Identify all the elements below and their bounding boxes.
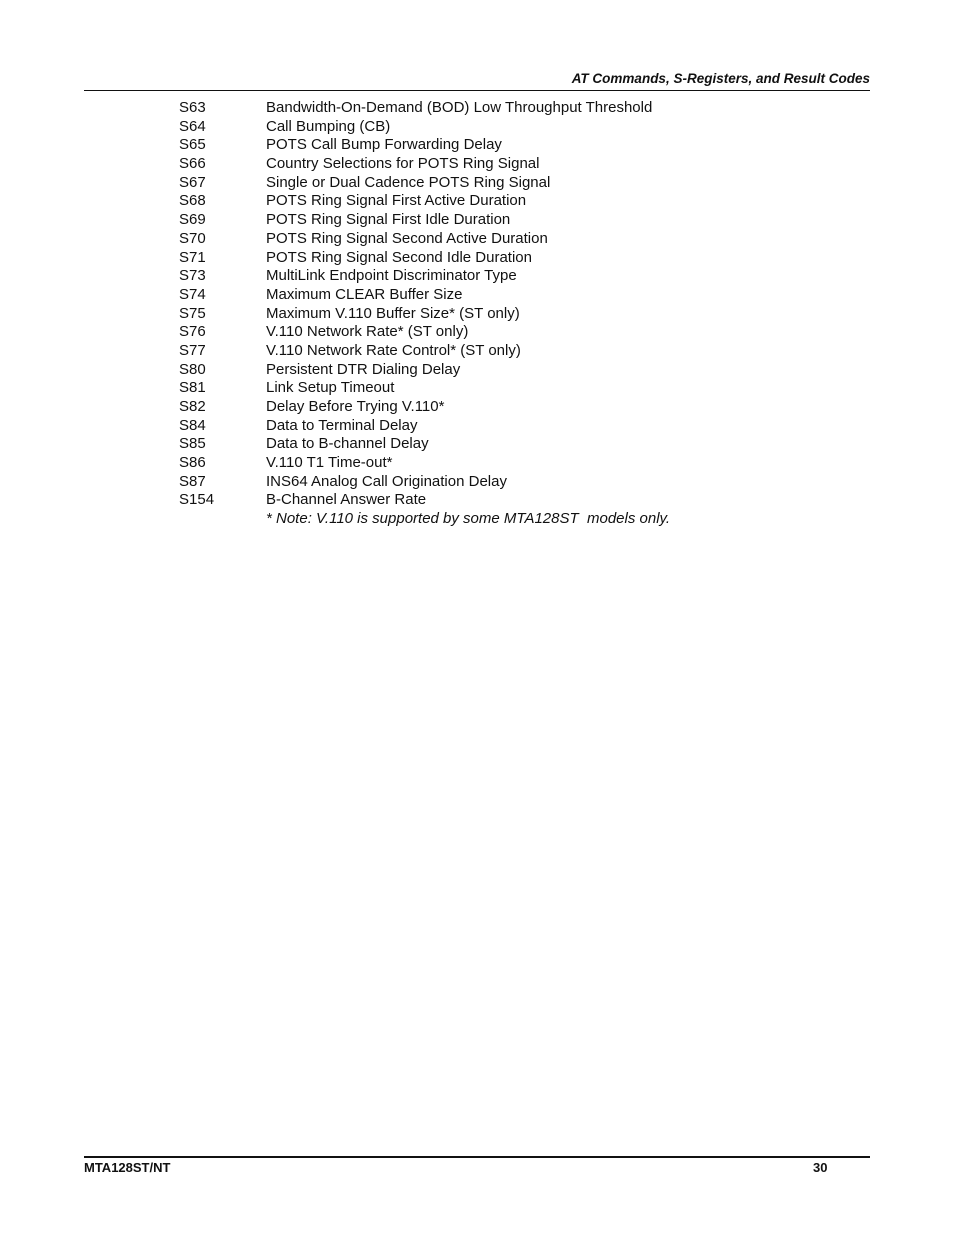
register-description: Data to B-channel Delay — [266, 435, 429, 453]
register-code: S87 — [179, 472, 206, 490]
register-description: Link Setup Timeout — [266, 379, 395, 397]
register-description: V.110 Network Rate* (ST only) — [266, 323, 469, 341]
register-description: POTS Ring Signal Second Active Duration — [266, 229, 548, 247]
register-description: Maximum CLEAR Buffer Size — [266, 285, 463, 303]
register-code: S68 — [179, 192, 206, 210]
register-code: S75 — [179, 304, 206, 322]
page-number: 30 — [813, 1160, 828, 1175]
register-description: POTS Ring Signal First Idle Duration — [266, 211, 511, 229]
register-code: S64 — [179, 117, 206, 135]
register-code: S67 — [179, 173, 206, 191]
register-code: S63 — [179, 99, 206, 116]
register-code: S86 — [179, 454, 206, 472]
register-description: V.110 T1 Time-out* — [266, 454, 393, 472]
register-code: S85 — [179, 435, 206, 453]
footer-divider — [84, 1156, 870, 1158]
register-code: S84 — [179, 416, 206, 434]
register-code: S154 — [179, 491, 215, 509]
register-description: Delay Before Trying V.110* — [266, 398, 445, 415]
register-code: S70 — [179, 229, 206, 247]
register-description: POTS Ring Signal First Active Duration — [266, 192, 527, 210]
register-description: B-Channel Answer Rate — [266, 491, 427, 509]
register-code: S74 — [179, 285, 206, 303]
register-code: S66 — [179, 155, 206, 173]
register-description: Single or Dual Cadence POTS Ring Signal — [266, 173, 551, 191]
register-description: POTS Ring Signal Second Idle Duration — [266, 248, 532, 266]
register-code: S82 — [179, 398, 206, 415]
register-code: S71 — [179, 248, 206, 266]
register-description: Bandwidth-On-Demand (BOD) Low Throughput Threshold — [266, 99, 653, 116]
register-description: POTS Call Bump Forwarding Delay — [266, 136, 502, 154]
register-code: S76 — [179, 323, 206, 341]
register-code: S65 — [179, 136, 206, 154]
register-description: Data to Terminal Delay — [266, 416, 418, 434]
register-description: Call Bumping (CB) — [266, 117, 391, 135]
register-code: S81 — [179, 379, 206, 397]
register-code: S73 — [179, 267, 206, 285]
header-divider — [84, 90, 870, 91]
footnote: * Note: V.110 is supported by some MTA128ST models only. — [266, 510, 671, 527]
register-description: V.110 Network Rate Control* (ST only) — [266, 341, 521, 359]
header-title: AT Commands, S-Registers, and Result Codes — [571, 71, 870, 86]
register-code: S77 — [179, 341, 206, 359]
register-code: S80 — [179, 360, 206, 378]
register-code: S69 — [179, 211, 206, 229]
register-description: MultiLink Endpoint Discriminator Type — [266, 267, 517, 285]
register-description: Maximum V.110 Buffer Size* (ST only) — [266, 304, 520, 322]
register-description: Country Selections for POTS Ring Signal — [266, 155, 540, 173]
footer-product-name: MTA128ST/NT — [84, 1160, 171, 1175]
register-description: INS64 Analog Call Origination Delay — [266, 472, 507, 490]
register-description: Persistent DTR Dialing Delay — [266, 360, 461, 378]
